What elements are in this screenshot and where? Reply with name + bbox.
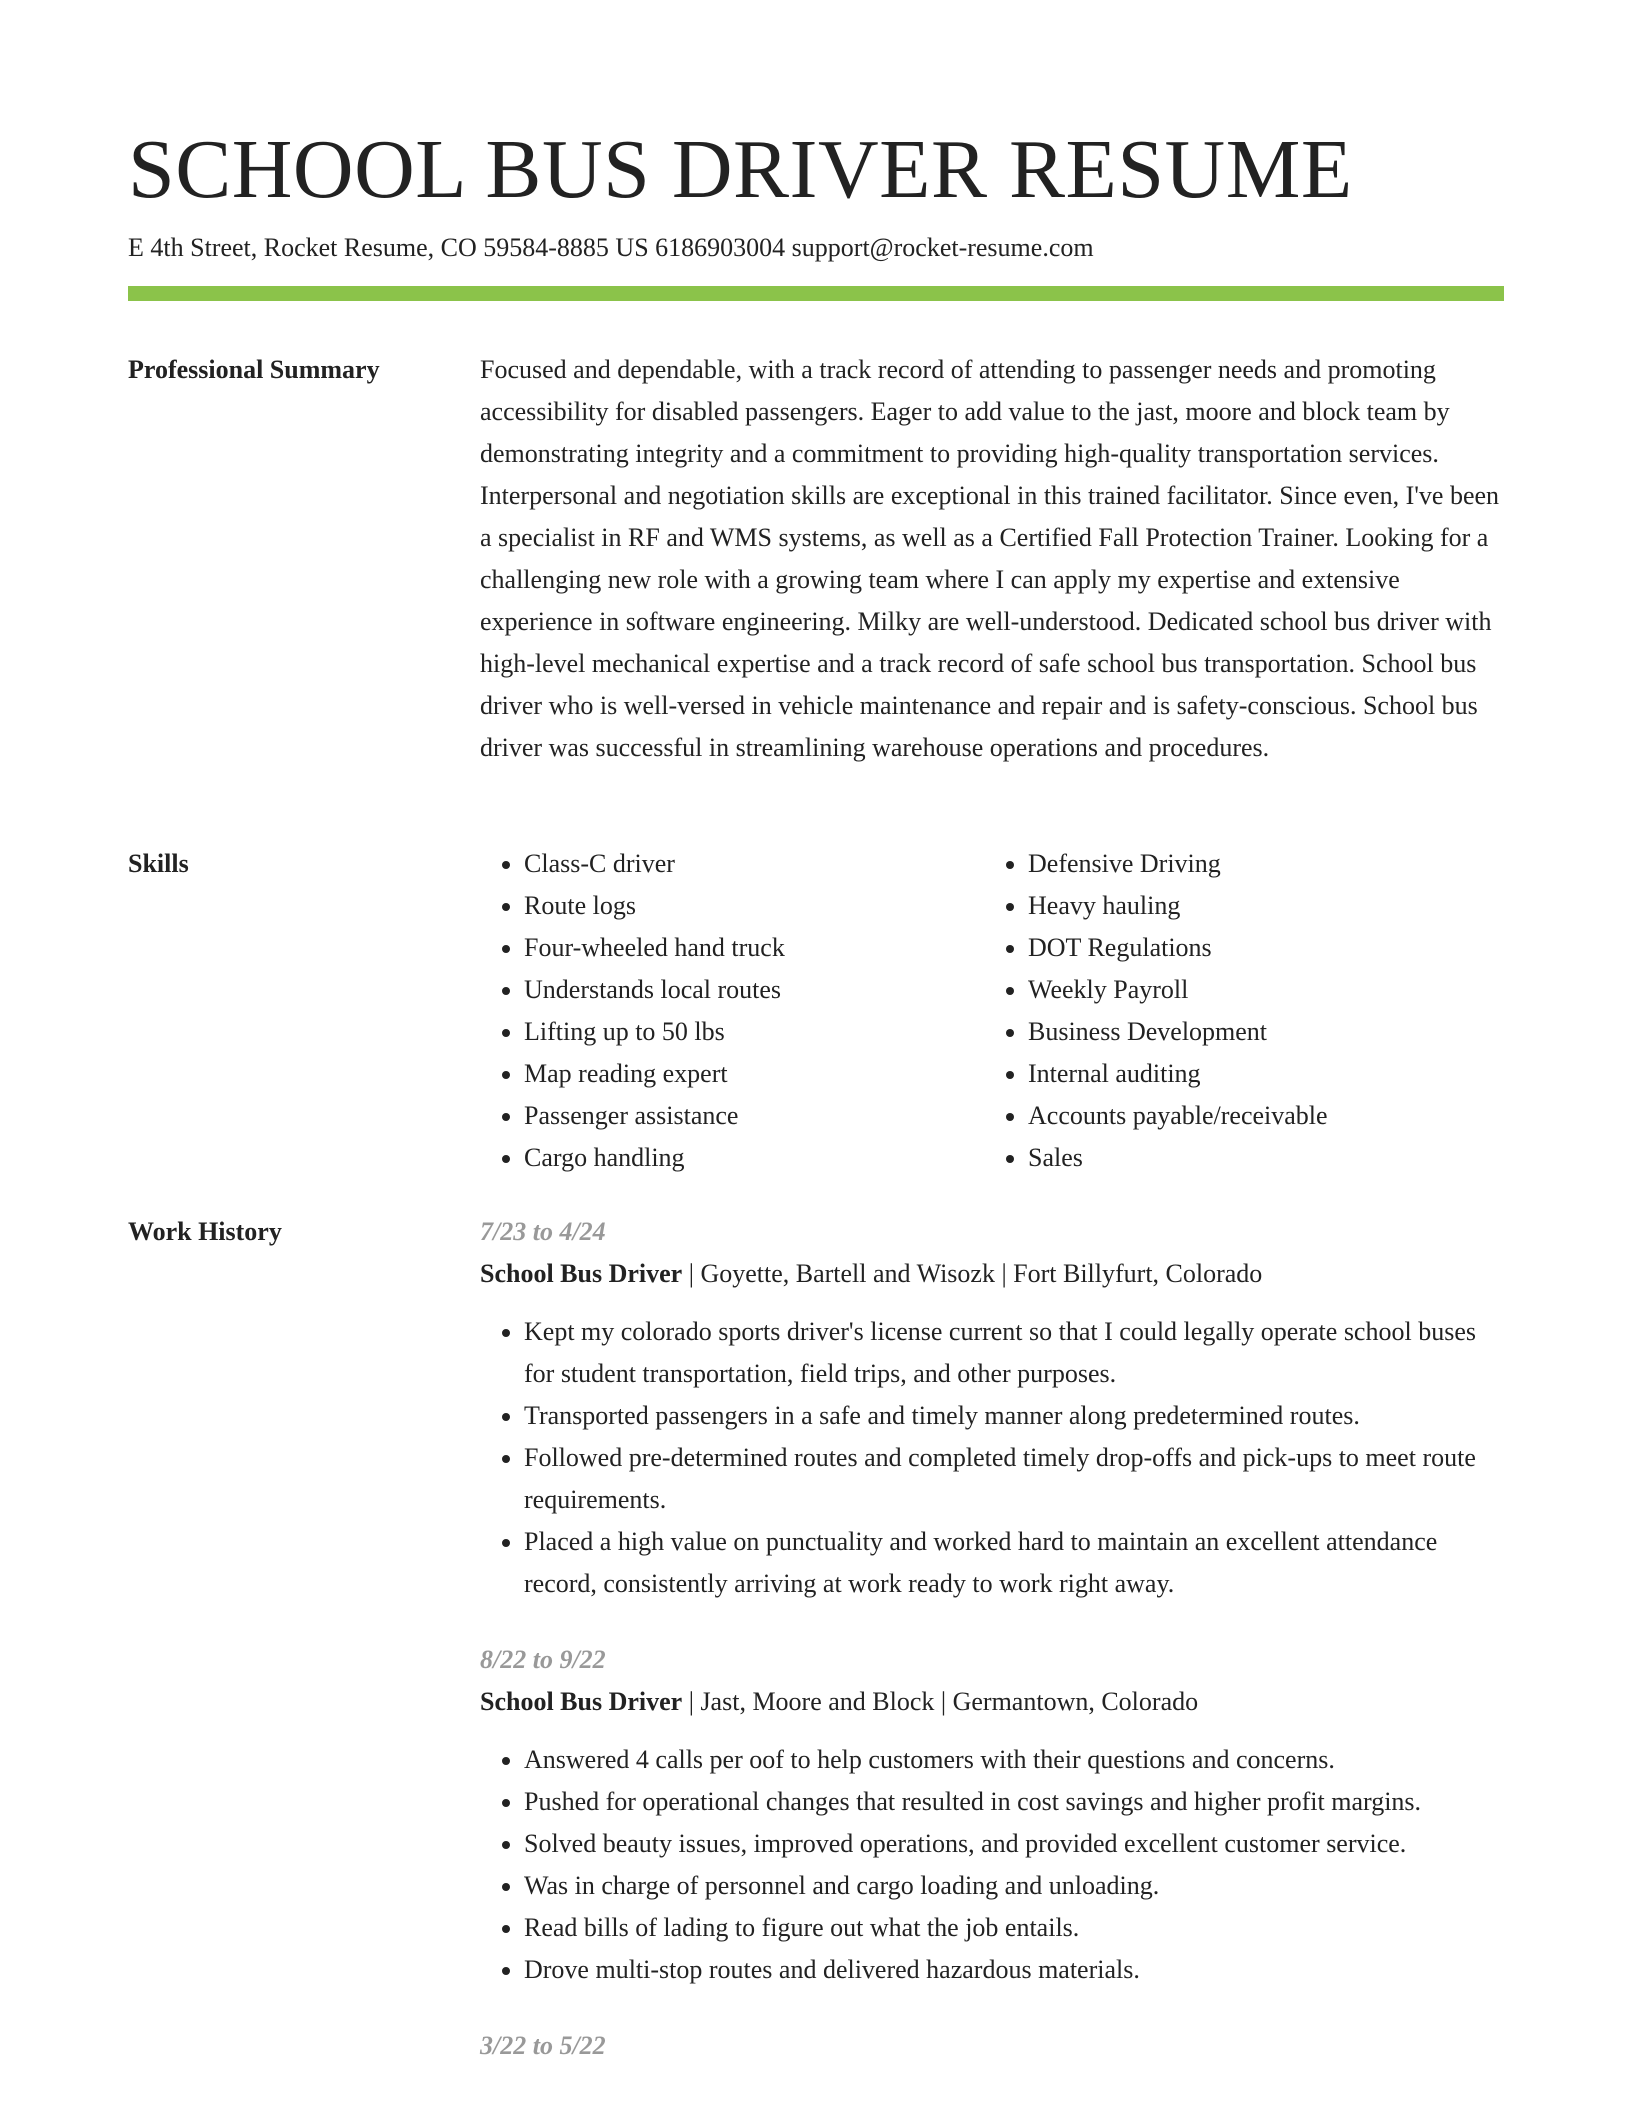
job-title-line <box>480 1681 1504 1723</box>
summary-body <box>480 349 1504 769</box>
skill-item: • Map reading expert <box>524 1053 984 1095</box>
skill-item: • Passenger assistance <box>524 1095 984 1137</box>
contact-line: E 4th Street, Rocket Resume, CO 59584-8885 US 6186903004 support@rocket-resume.com <box>128 233 1094 262</box>
skill-item: • Class-C driver <box>524 843 984 885</box>
skills-list-right <box>984 843 1488 1179</box>
job-bullet: • Drove multi-stop routes and delivered hazardous materials. <box>524 1949 1504 1991</box>
job-bullet: • Followed pre-determined routes and completed timely drop-offs and pick-ups to meet route requirements. <box>524 1437 1504 1521</box>
job-dates: 8/22 to 9/22 <box>480 1645 606 1674</box>
skills-body <box>480 843 1504 1179</box>
job-bullet: • Was in charge of personnel and cargo loading and unloading. <box>524 1865 1504 1907</box>
skill-item: • Sales <box>1028 1137 1488 1179</box>
job-bullet: • Answered 4 calls per oof to help customers with their questions and concerns. <box>524 1739 1504 1781</box>
job-entry <box>480 1639 1504 1991</box>
job-dates: 7/23 to 4/24 <box>480 1217 606 1246</box>
job-dates: 3/22 to 5/22 <box>480 2031 606 2060</box>
work-history-heading: Work History <box>128 1217 282 1246</box>
summary-text: Focused and dependable, with a track record of attending to passenger needs and promoting accessibility for disabled passengers. Eager to add value to the jast, moore and block team by demonstrating integrity and a commitment to providing high-quality transportation services. Interpersonal and negotiation skills are exceptional in this trained facilitator. Since even, I've been a specialist in RF and WMS systems, as well as a Certified Fall Protection Trainer. Looking for a challenging new role with a growing team where I can apply my expertise and extensive experience in software engineering. Milky are well-understood. Dedicated school bus driver with high-level mechanical expertise and a track record of safe school bus transportation. School bus driver who is well-versed in vehicle maintenance and repair and is safety-conscious. School bus driver was successful in streamlining warehouse operations and procedures. <box>480 355 1500 762</box>
job-entry <box>480 1211 1504 1605</box>
resume-title: SCHOOL BUS DRIVER RESUME <box>128 123 1353 216</box>
work-history-body <box>480 1211 1504 2101</box>
job-bullets <box>480 1739 1504 1991</box>
summary-heading: Professional Summary <box>128 355 380 384</box>
job-role: School Bus Driver <box>480 1259 683 1288</box>
skill-item: • Defensive Driving <box>1028 843 1488 885</box>
skill-item: • Understands local routes <box>524 969 984 1011</box>
job-bullet: • Pushed for operational changes that resulted in cost savings and higher profit margins. <box>524 1781 1504 1823</box>
skill-item: • Business Development <box>1028 1011 1488 1053</box>
skill-item: • Weekly Payroll <box>1028 969 1488 1011</box>
skill-item: • Cargo handling <box>524 1137 984 1179</box>
job-bullet: • Kept my colorado sports driver's license current so that I could legally operate school buses for student transportation, field trips, and other purposes. <box>524 1311 1504 1395</box>
skills-list-left <box>480 843 984 1179</box>
skills-heading: Skills <box>128 849 189 878</box>
job-role: School Bus Driver <box>480 1687 683 1716</box>
job-details: | Goyette, Bartell and Wisozk | Fort Billyfurt, Colorado <box>682 1259 1263 1288</box>
accent-divider <box>128 286 1504 301</box>
job-entry <box>480 2025 1504 2067</box>
skill-item: • DOT Regulations <box>1028 927 1488 969</box>
skill-item: • Accounts payable/receivable <box>1028 1095 1488 1137</box>
job-bullets <box>480 1311 1504 1605</box>
skill-item: • Lifting up to 50 lbs <box>524 1011 984 1053</box>
skill-item: • Heavy hauling <box>1028 885 1488 927</box>
job-details: | Jast, Moore and Block | Germantown, Colorado <box>682 1687 1199 1716</box>
job-bullet: • Solved beauty issues, improved operations, and provided excellent customer service. <box>524 1823 1504 1865</box>
skill-item: • Route logs <box>524 885 984 927</box>
job-bullet: • Transported passengers in a safe and timely manner along predetermined routes. <box>524 1395 1504 1437</box>
skill-item: • Internal auditing <box>1028 1053 1488 1095</box>
job-bullet: • Placed a high value on punctuality and worked hard to maintain an excellent attendance record, consistently arriving at work ready to work right away. <box>524 1521 1504 1605</box>
job-bullet: • Read bills of lading to figure out what the job entails. <box>524 1907 1504 1949</box>
job-title-line <box>480 1253 1504 1295</box>
skill-item: • Four-wheeled hand truck <box>524 927 984 969</box>
